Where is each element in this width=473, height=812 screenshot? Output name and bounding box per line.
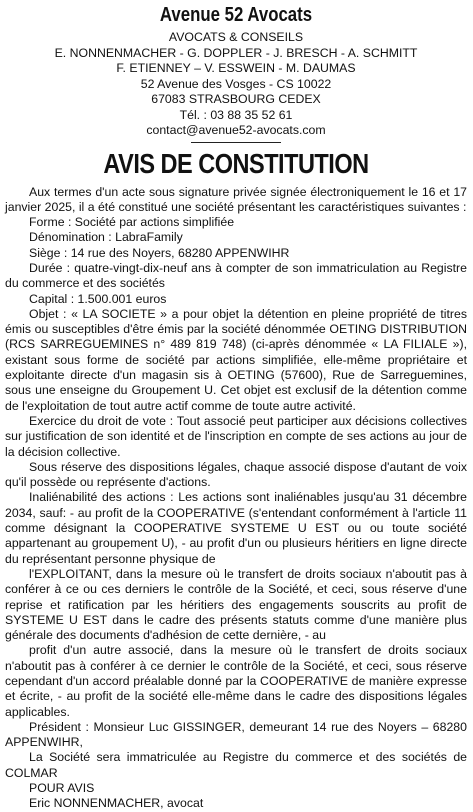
- paragraph-duree: Durée : quatre-vingt-dix-neuf ans à compter de son immatriculation au Registre du commerce et des sociétés: [5, 260, 467, 291]
- address-line-2: 67083 STRASBOURG CEDEX: [151, 92, 321, 106]
- partners-line-2: F. ETIENNEY – V. ESSWEIN - M. DAUMAS: [116, 61, 356, 75]
- paragraph-forme: Forme : Société par actions simplifiée: [29, 215, 235, 230]
- paragraph-president: Président : Monsieur Luc GISSINGER, demeurant 14 rue des Noyers – 68280 APPENWIHR,: [5, 719, 467, 750]
- address-line-1: 52 Avenue des Vosges - CS 10022: [140, 76, 332, 91]
- phone-number: Tél. : 03 88 35 52 61: [179, 107, 293, 122]
- email-address: contact@avenue52-avocats.com: [146, 123, 326, 137]
- partners-line-1: E. NONNENMACHER - G. DOPPLER - J. BRESCH - A. SCHMITT: [54, 45, 418, 60]
- paragraph-immatriculation: La Société sera immatriculée au Registre du commerce et des sociétés de COLMAR: [5, 750, 467, 780]
- paragraph-inalienabilite: Inaliénabilité des actions : Les actions sont inaliénables jusqu'au 31 décembre 2034, sauf: - au profit de la COOPERATIVE (s'entendant conformément à l'article 11 comme désignant la COOPERATIVE SYSTEME U EST ou ou toute société appartenant au groupement U), - au profit d'un ou plusieurs héritiers en ligne directe du représentant personne physique de: [5, 490, 467, 566]
- firm-subtitle: AVOCATS & CONSEILS: [168, 30, 304, 44]
- paragraph-droit-de-vote: Exercice du droit de vote : Tout associé peut participer aux décisions collectives sur justification de son identité et de l'inscription en compte de ses actions au jour de la décision collective.: [5, 413, 467, 459]
- paragraph-capital: Capital : 1.500.001 euros: [29, 291, 167, 306]
- paragraph-objet: Objet : « LA SOCIETE » a pour objet la détention en pleine propriété de titres émis ou susceptibles d'être émis par la société dénommée OETING DISTRIBUTION (RCS SARREGUEMINES n° 489 819 748) (ci-après dénommée « LA FILIALE »), existant sous forme de société par actions simplifiée, elle-même propriétaire et exploitante directe d'un magasin sis à OETING (57600), Rue de Sarreguemines, sous une enseigne du Groupement U. Cet objet est exclusif de la détention comme de l'exploitation de tout autre actif comme de toute autre activité.: [5, 306, 467, 413]
- paragraph-voix: Sous réserve des dispositions légales, chaque associé dispose d'autant de voix qu'il possède ou représente d'actions.: [5, 459, 467, 490]
- paragraph-siege: Siège : 14 rue des Noyers, 68280 APPENWIHR: [29, 245, 290, 260]
- firm-name: Avenue 52 Avocats: [159, 4, 313, 26]
- notice-title: AVIS DE CONSTITUTION: [103, 147, 369, 179]
- pour-avis: POUR AVIS: [29, 781, 95, 796]
- paragraph-intro: Aux termes d'un acte sous signature privée signée électroniquement le 16 et 17 janvier 2025, il a été constitué une société présentant les caractéristiques suivantes :: [5, 184, 467, 214]
- paragraph-exploitant: l'EXPLOITANT, dans la mesure où le transfert de droits sociaux n'aboutit pas à conférer à ce ou ces derniers le contrôle de la Société, et ceci, sous réserve d'une reprise et ratification par les héritiers des engagements souscrits au profit de SYSTEME U EST dans le cadre des présents statuts comme d'une manière plus générale des documents d'adhésion de cette dernière, - au: [5, 566, 467, 643]
- header-divider: [191, 142, 281, 143]
- notice-body: [5, 185, 467, 812]
- paragraph-denomination: Dénomination : LabraFamily: [29, 230, 183, 245]
- paragraph-autre-associe: profit d'un autre associé, dans la mesure où le transfert de droits sociaux n'aboutit pas à conférer à ce dernier le contrôle de la Société, et ceci, sous réserve cependant d'un accord préalable donné par la COOPERATIVE de manière expresse et écrite, - au profit de la société elle-même dans le cadre des dispositions légales applicables.: [5, 643, 467, 719]
- signature: Eric NONNENMACHER, avocat: [29, 796, 204, 811]
